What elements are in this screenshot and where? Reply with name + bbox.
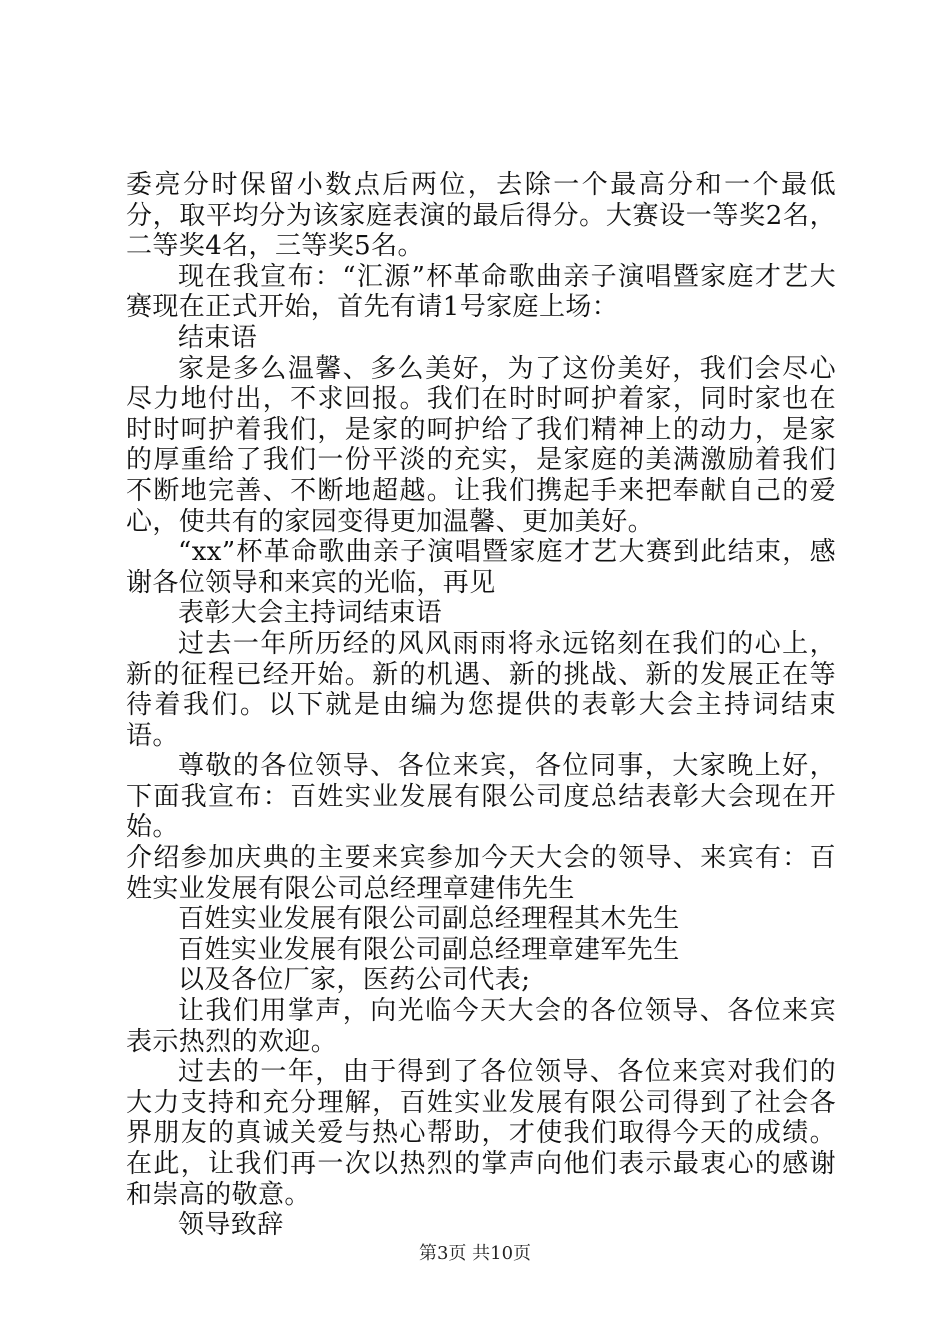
page-number-footer: 第3页 共10页 [418, 1243, 532, 1264]
paragraph-guest-introduction: 介绍参加庆典的主要来宾参加今天大会的领导、来宾有：百姓实业发展有限公司总经理章建伟先生 [126, 843, 836, 904]
paragraph-opening-announcement: 现在我宣布：“汇源”杯革命歌曲亲子演唱暨家庭才艺大赛现在正式开始，首先有请1号家庭上场： [126, 261, 836, 323]
heading-commendation-closing: 表彰大会主持词结束语 [178, 598, 443, 629]
paragraph-contest-end: “xx”杯革命歌曲亲子演唱暨家庭才艺大赛到此结束，感谢各位领导和来宾的光临，再见 [126, 537, 836, 598]
heading-closing-remarks: 结束语 [178, 322, 258, 353]
paragraph-guest-zhang: 百姓实业发展有限公司副总经理章建军先生 [178, 934, 680, 965]
paragraph-thanks: 过去的一年，由于得到了各位领导、各位来宾对我们的大力支持和充分理解，百姓实业发展有限公司得到了社会各界朋友的真诚关爱与热心帮助，才使我们取得今天的成绩。在此，让我们再一次以热烈的掌声向他们表示最衷心的感谢和崇高的敬意。 [126, 1057, 836, 1210]
paragraph-greeting: 尊敬的各位领导、各位来宾，各位同事，大家晚上好，下面我宣布：百姓实业发展有限公司度总结表彰大会现在开始。 [126, 751, 836, 843]
paragraph-scoring-rules: 委亮分时保留小数点后两位，去除一个最高分和一个最低分，取平均分为该家庭表演的最后得分。大赛设一等奖2名，二等奖4名，三等奖5名。 [126, 170, 836, 262]
paragraph-past-year: 过去一年所历经的风风雨雨将永远铭刻在我们的心上，新的征程已经开始。新的机遇、新的挑战、新的发展正在等待着我们。以下就是由编为您提供的表彰大会主持词结束语。 [126, 628, 836, 751]
paragraph-home-warmth: 家是多么温馨、多么美好，为了这份美好，我们会尽心尽力地付出，不求回报。我们在时时呵护着家，同时家也在时时呵护着我们，是家的呵护给了我们精神上的动力，是家的厚重给了我们一份平淡的充实，是家庭的美满激励着我们不断地完善、不断地超越。让我们携起手来把奉献自己的爱心，使共有的家园变得更加温馨、更加美好。 [126, 353, 836, 537]
paragraph-other-guests: 以及各位厂家，医药公司代表; [178, 965, 531, 996]
paragraph-welcome-applause: 让我们用掌声，向光临今天大会的各位领导、各位来宾表示热烈的欢迎。 [126, 996, 836, 1057]
heading-leader-speech: 领导致辞 [178, 1210, 284, 1241]
document-body [126, 170, 836, 1241]
paragraph-guest-cheng: 百姓实业发展有限公司副总经理程其木先生 [178, 904, 680, 935]
